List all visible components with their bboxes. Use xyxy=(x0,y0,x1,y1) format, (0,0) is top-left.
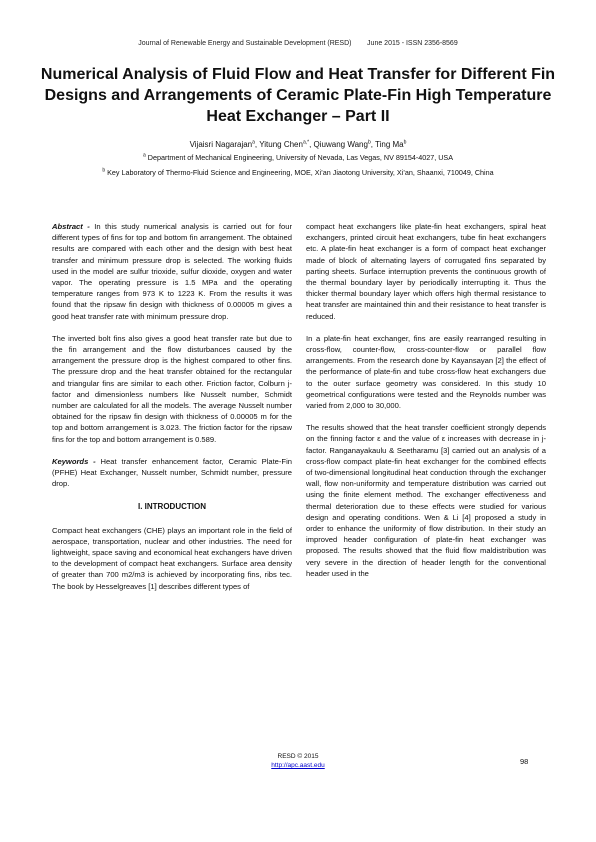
page-footer xyxy=(0,752,596,770)
affiliation-b xyxy=(40,167,556,178)
intro-paragraph-1: Compact heat exchangers (CHE) plays an important role in the field of aerospace, transportation, nuclear and other industries. The need for lightweight, space saving and economical heat exchangers have driven to the development of compact heat exchangers. Surface area density of greater than 700 m2/m3 is achieved by incorporating fins, ribs tec. The book by Hesselgreaves [1] describes different types of xyxy=(52,525,292,591)
section-heading-introduction: I. INTRODUCTION xyxy=(138,502,206,512)
abstract-paragraph-1 xyxy=(52,221,292,322)
affiliation-a-sup: a xyxy=(142,152,146,159)
left-column xyxy=(52,221,292,603)
journal-url-link[interactable]: http://apc.aast.edu xyxy=(271,762,325,769)
abstract-text-1: In this study numerical analysis is carried out for four different types of fins for top and bottom fin arrangement. The obtained results are compared with each other and the design with best heat transfer and minimum pressure drop is selected. The working fluids used in the model are sulfur trioxide, sulfur dioxide, oxygen and water vapor. The operating pressure is 1.5 MPa and the operating temperature ranges from 973 K to 1223 K. From the results it was found that the ripsaw fin design with thickness of 0.00005 m gives a good heat transfer rate with minimum pressure drop. xyxy=(52,222,292,321)
author-4-sup: b xyxy=(403,139,407,146)
author-1-sup: a xyxy=(252,139,255,146)
keywords-paragraph xyxy=(52,456,292,490)
page-number: 98 xyxy=(520,757,529,766)
author-1: Vijaisri Nagarajan xyxy=(189,140,253,149)
author-3: , Qiuwang Wang xyxy=(309,140,368,149)
running-header xyxy=(0,40,596,47)
affiliation-a-text: Department of Mechanical Engineering, University of Nevada, Las Vegas, NV 89154-4027, USA xyxy=(145,153,454,162)
author-2-sup: a,* xyxy=(302,139,310,146)
keywords-text: Heat transfer enhancement factor, Ceramic Plate-Fin (PFHE) Heat Exchanger, Nusselt number, Schmidt number, pressure drop. xyxy=(52,456,292,489)
intro-paragraph-4: The results showed that the heat transfer coefficient strongly depends on the finning factor ε and the value of ε increases with decrease in j-factor. Ranganayakaulu & Seetharamu [3] carried out an analysis of a cross-flow compact plate-fin heat exchanger for the combined effects of two-dimensional longitudinal heat conduction through the exchanger wall, flow non-uniformity and temperature distribution was carried out using the finite element method. The exchanger effectiveness and thermal deterioration due to these effects were studied for various design and operating conditions. Wen & Li [4] proposed a study in order to enhance the uniformity of flow distribution. In their study an improved header configuration of plate-fin heat exchanger was proposed. The results showed that the fluid flow maldistribution was very severe in the direction of header length for the conventional header used in the xyxy=(306,423,546,578)
copyright-text: RESD © 2015 xyxy=(277,753,319,760)
author-2: , Yitung Chen xyxy=(254,140,303,149)
intro-paragraph-2: compact heat exchangers like plate-fin heat exchangers, spiral heat exchangers, printed circuit heat exchangers, tube fin heat exchangers etc. A plate-fin heat exchanger is a form of compact heat exchanger made of block of alternating layers of corrugated fins separated by parting sheets. Surface interruption prevents the continuous growth of the thermal boundary layer by periodically interrupting it. Thus the thicker thermal boundary layer which offers high thermal resistance to heat transfer are maintained thin and their resistance to heat transfer is reduced. xyxy=(306,222,546,321)
author-4: , Ting Ma xyxy=(370,140,404,149)
affiliation-b-sup: b xyxy=(102,167,106,174)
keywords-label: Keywords - xyxy=(52,456,96,466)
affiliation-a xyxy=(40,152,556,163)
author-list xyxy=(40,139,556,150)
intro-paragraph-3: In a plate-fin heat exchanger, fins are easily rearranged resulting in cross-flow, counter-flow, cross-counter-flow or parallel flow arrangements. From the research done by Kayansayan [2] the effect of the performance of plate-fin and tube cross-flow heat exchangers due to the outer surface geometry was considered. In this study 10 geometrical configurations were tested and the Reynolds number was varied from 2,000 to 30,000. xyxy=(306,333,546,411)
abstract-label: Abstract - xyxy=(52,222,90,231)
right-column xyxy=(306,221,546,590)
abstract-paragraph-2: The inverted bolt fins also gives a good heat transfer rate but due to the fin arrangement and the flow disturbances caused by the arrangement the pressure drop is the highest compared to other fins. The pressure drop and the heat transfer obtained for the rectangular and triangular fins are similar to each other. Friction factor, Colburn j- factor and dimensionless numbers like Nusselt number, Schmidt number are calculated for all the models. The average Nusselt number obtained for the ripsaw fin design with thickness of 0.00005 m for the top and bottom arrangement is 3.023. The friction factor for the ripsaw fins for the top and bottom arrangement is 0.589. xyxy=(52,333,292,444)
issue-info: June 2015 - ISSN 2356-8569 xyxy=(367,40,458,47)
journal-name: Journal of Renewable Energy and Sustainable Development (RESD) xyxy=(138,40,352,47)
affiliation-b-text: Key Laboratory of Thermo-Fluid Science and Engineering, MOE, Xi’an Jiaotong University, Xi’an, Shaanxi, 710049, China xyxy=(105,168,494,177)
paper-title: Numerical Analysis of Fluid Flow and Heat Transfer for Different Fin Designs and Arrangements of Ceramic Plate-Fin High Temperature Heat Exchanger – Part II xyxy=(40,66,556,125)
author-3-sup: b xyxy=(367,139,371,146)
